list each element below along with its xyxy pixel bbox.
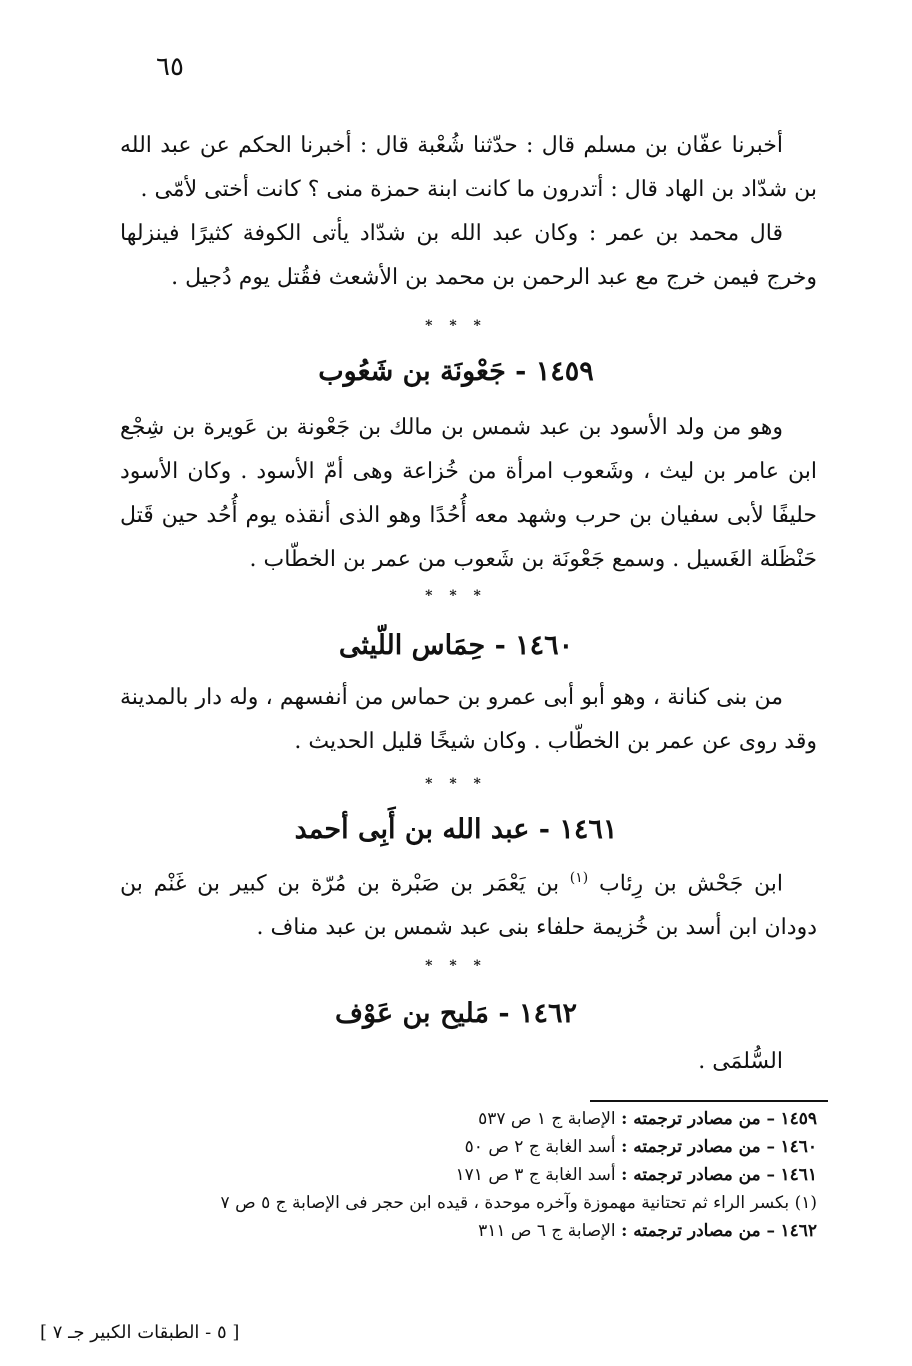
footnote-number: ١٤٦١ xyxy=(780,1165,817,1185)
intro-text xyxy=(120,124,817,300)
entry-heading-1462: ١٤٦٢ - مَليح بن عَوْف xyxy=(335,998,577,1029)
footnote-label: – من مصادر ترجمته : xyxy=(621,1165,776,1185)
footnote-text: بكسر الراء ثم تحتانية مهموزة وآخره موحدة ، قيده ابن حجر فى الإصابة ج ٥ ص ٧ xyxy=(220,1193,790,1213)
footnote-item xyxy=(130,1189,817,1217)
separator: * * * xyxy=(425,318,487,334)
footnote-label: – من مصادر ترجمته : xyxy=(621,1137,776,1157)
separator: * * * xyxy=(425,588,487,604)
footnote-divider xyxy=(590,1100,828,1102)
footnote-item xyxy=(130,1133,817,1161)
footnote-text: أسد الغابة ج ٣ ص ١٧١ xyxy=(455,1165,616,1185)
page-number: ٦٥ xyxy=(156,52,184,82)
separator: * * * xyxy=(425,776,487,792)
entry-paragraph xyxy=(120,856,817,950)
intro-paragraph-1: أخبرنا عفّان بن مسلم قال : حدّثنا شُعْبة قال : أخبرنا الحكم عن عبد الله بن شدّاد بن الهاد قال : أتدرون ما كانت ابنة حمزة منى ؟ كانت أختى لأمّى . xyxy=(120,133,817,202)
entry-paragraph: السُّلمَى . xyxy=(698,1049,783,1074)
footnote-number: ١٤٦٠ xyxy=(780,1137,817,1157)
footnote-number: ١٤٦٢ xyxy=(780,1221,817,1241)
entry-paragraph: من بنى كنانة ، وهو أبو أبى عمرو بن حماس من أنفسهم ، وله دار بالمدينة وقد روى عن عمر بن الخطّاب . وكان شيخًا قليل الحديث . xyxy=(120,685,817,754)
entry-heading-1459: ١٤٥٩ - جَعْونَة بن شَعُوب xyxy=(318,356,594,387)
footnote-item xyxy=(130,1105,817,1133)
intro-paragraph-2: قال محمد بن عمر : وكان عبد الله بن شدّاد يأتى الكوفة كثيرًا فينزلها وخرج فيمن خرج مع عبد الرحمن بن محمد بن الأشعث فقُتل يوم دُجيل . xyxy=(120,221,817,290)
footnote-number: (١) xyxy=(794,1193,817,1213)
entry-text-1461 xyxy=(120,856,817,950)
footnote-text: أسد الغابة ج ٢ ص ٥٠ xyxy=(464,1137,616,1157)
entry-heading-1461: ١٤٦١ - عبد الله بن أَبِى أحمد xyxy=(294,814,618,845)
text-before-note: ابن جَحْش بن رِئاب xyxy=(598,871,783,897)
footnotes xyxy=(130,1105,817,1245)
footnote-item xyxy=(130,1217,817,1245)
footnote-number: ١٤٥٩ xyxy=(780,1109,817,1129)
entry-text-1462 xyxy=(120,1040,817,1084)
footnote-text: الإصابة ج ١ ص ٥٣٧ xyxy=(478,1109,616,1129)
entry-heading-1460: ١٤٦٠ - حِمَاس اللّيثى xyxy=(338,630,574,661)
footnote-marker: (١) xyxy=(569,870,589,886)
entry-text-1460 xyxy=(120,676,817,764)
footnote-text: الإصابة ج ٦ ص ٣١١ xyxy=(478,1221,616,1241)
footnote-label: – من مصادر ترجمته : xyxy=(621,1221,776,1241)
text-after-note: بن يَعْمَر بن صَبْرة بن مُرّة بن كبير بن غَنْم بن دودان ابن أسد بن خُزيمة حلفاء بنى عبد شمس بن عبد مناف . xyxy=(120,871,817,941)
entry-paragraph: وهو من ولد الأسود بن عبد شمس بن مالك بن جَعْونة بن عَويرة بن شِجْع ابن عامر بن ليث ، وشَعوب امرأة من خُزاعة وهى أمّ الأسود . وكان الأسود حليفًا لأبى سفيان بن حرب وشهد معه أُحُدًا وهو الذى أنقذه يوم أُحُد حين قَتل حَنْظَلة الغَسيل . وسمع جَعْونَة بن شَعوب من عمر بن الخطّاب . xyxy=(120,415,817,572)
signature-mark: [ ٥ - الطبقات الكبير جـ ٧ ] xyxy=(40,1322,240,1343)
entry-text-1459 xyxy=(120,406,817,582)
footnote-item xyxy=(130,1161,817,1189)
footnote-label: – من مصادر ترجمته : xyxy=(621,1109,776,1129)
separator: * * * xyxy=(425,958,487,974)
